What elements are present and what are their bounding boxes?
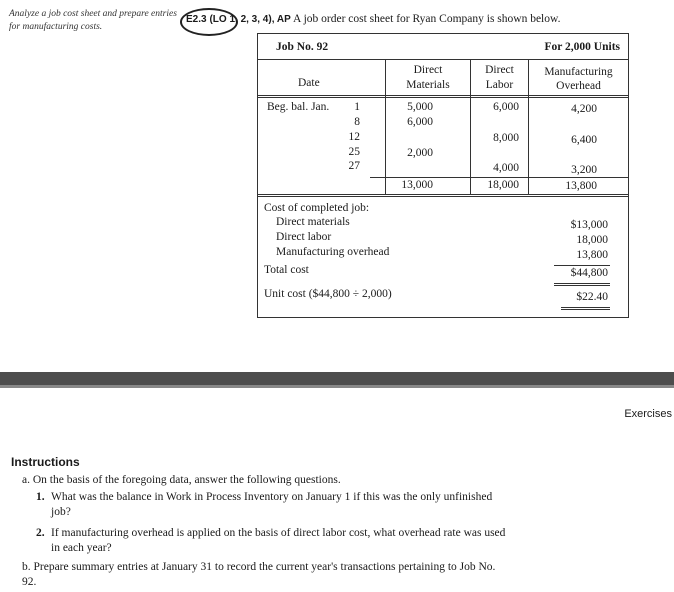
learning-objectives: (LO 1, 2, 3, 4), AP xyxy=(209,14,291,25)
exercise-heading xyxy=(186,13,560,25)
total-cost-value: $44,800 xyxy=(570,267,608,279)
unit-double-rule xyxy=(561,307,610,308)
section-divider-2 xyxy=(258,196,628,197)
row-label: Beg. bal. Jan. xyxy=(267,101,330,113)
units-label: For 2,000 Units xyxy=(544,41,620,53)
row-dl: 4,000 xyxy=(493,162,519,174)
question-1-number: 1. xyxy=(36,491,45,503)
total-mo: 13,800 xyxy=(565,180,597,192)
header-dl-2: Labor xyxy=(485,79,514,91)
question-2-text: If manufacturing overhead is applied on the basis of direct labor cost, what overhead rate was used in each year? xyxy=(51,527,506,554)
row-dl: 8,000 xyxy=(493,132,519,144)
header-divider-2 xyxy=(258,97,628,98)
header-date: Date xyxy=(298,77,320,89)
row-day: 27 xyxy=(348,160,360,172)
section-label: Exercises xyxy=(624,408,672,420)
row-day: 25 xyxy=(348,146,360,158)
row-mo: 4,200 xyxy=(571,103,597,115)
total-cost-label: Total cost xyxy=(264,264,309,276)
subtotal-rule xyxy=(554,265,610,266)
row-day: 12 xyxy=(348,131,360,143)
question-1-text: What was the balance in Work in Process Inventory on January 1 if this was the only unfinished job? xyxy=(51,491,493,518)
header-dm-1: Direct xyxy=(413,64,443,76)
row-dm: 6,000 xyxy=(407,116,433,128)
header-mo-2: Overhead xyxy=(556,80,601,92)
completed-dm-value: $13,000 xyxy=(570,219,608,231)
row-mo: 3,200 xyxy=(571,164,597,176)
section-divider xyxy=(258,194,628,195)
header-divider xyxy=(258,95,628,96)
header-dl-1: Direct xyxy=(485,64,514,76)
row-dm: 5,000 xyxy=(407,101,433,113)
header-mo-1: Manufacturing xyxy=(544,66,613,78)
page-divider-band xyxy=(0,372,674,388)
unit-double-rule-2 xyxy=(561,309,610,310)
row-day: 1 xyxy=(354,101,360,113)
exercise-text: A job order cost sheet for Ryan Company is shown below. xyxy=(293,13,561,25)
row-dm: 2,000 xyxy=(407,147,433,159)
completed-mo-label: Manufacturing overhead xyxy=(276,246,390,258)
row-mo: 6,400 xyxy=(571,134,597,146)
completed-dm-label: Direct materials xyxy=(276,216,350,228)
header-dm-2: Materials xyxy=(406,79,450,91)
row-dl: 6,000 xyxy=(493,101,519,113)
total-double-rule-2 xyxy=(554,285,610,286)
total-dl: 18,000 xyxy=(487,179,519,191)
completed-dl-value: 18,000 xyxy=(576,234,608,246)
total-double-rule xyxy=(554,283,610,284)
title-divider xyxy=(258,59,628,60)
job-cost-sheet xyxy=(257,33,629,318)
instruction-b: b. Prepare summary entries at January 31 to record the current year's transactions pertaining to Job No. 92. xyxy=(22,561,496,588)
margin-note: Analyze a job cost sheet and prepare entries for manufacturing costs. xyxy=(9,9,177,32)
instruction-a: a. On the basis of the foregoing data, answer the following questions. xyxy=(22,474,341,486)
row-day: 8 xyxy=(354,116,360,128)
instructions-title: Instructions xyxy=(11,455,80,469)
completed-mo-value: 13,800 xyxy=(576,249,608,261)
totals-rule xyxy=(370,177,628,178)
exercise-number: E2.3 xyxy=(186,14,207,25)
unit-cost-label: Unit cost ($44,800 ÷ 2,000) xyxy=(264,288,392,300)
completed-heading: Cost of completed job: xyxy=(264,202,370,214)
job-number: Job No. 92 xyxy=(276,41,329,53)
unit-cost-value: $22.40 xyxy=(576,291,608,303)
total-dm: 13,000 xyxy=(401,179,433,191)
question-2-number: 2. xyxy=(36,527,45,539)
completed-dl-label: Direct labor xyxy=(276,231,332,243)
